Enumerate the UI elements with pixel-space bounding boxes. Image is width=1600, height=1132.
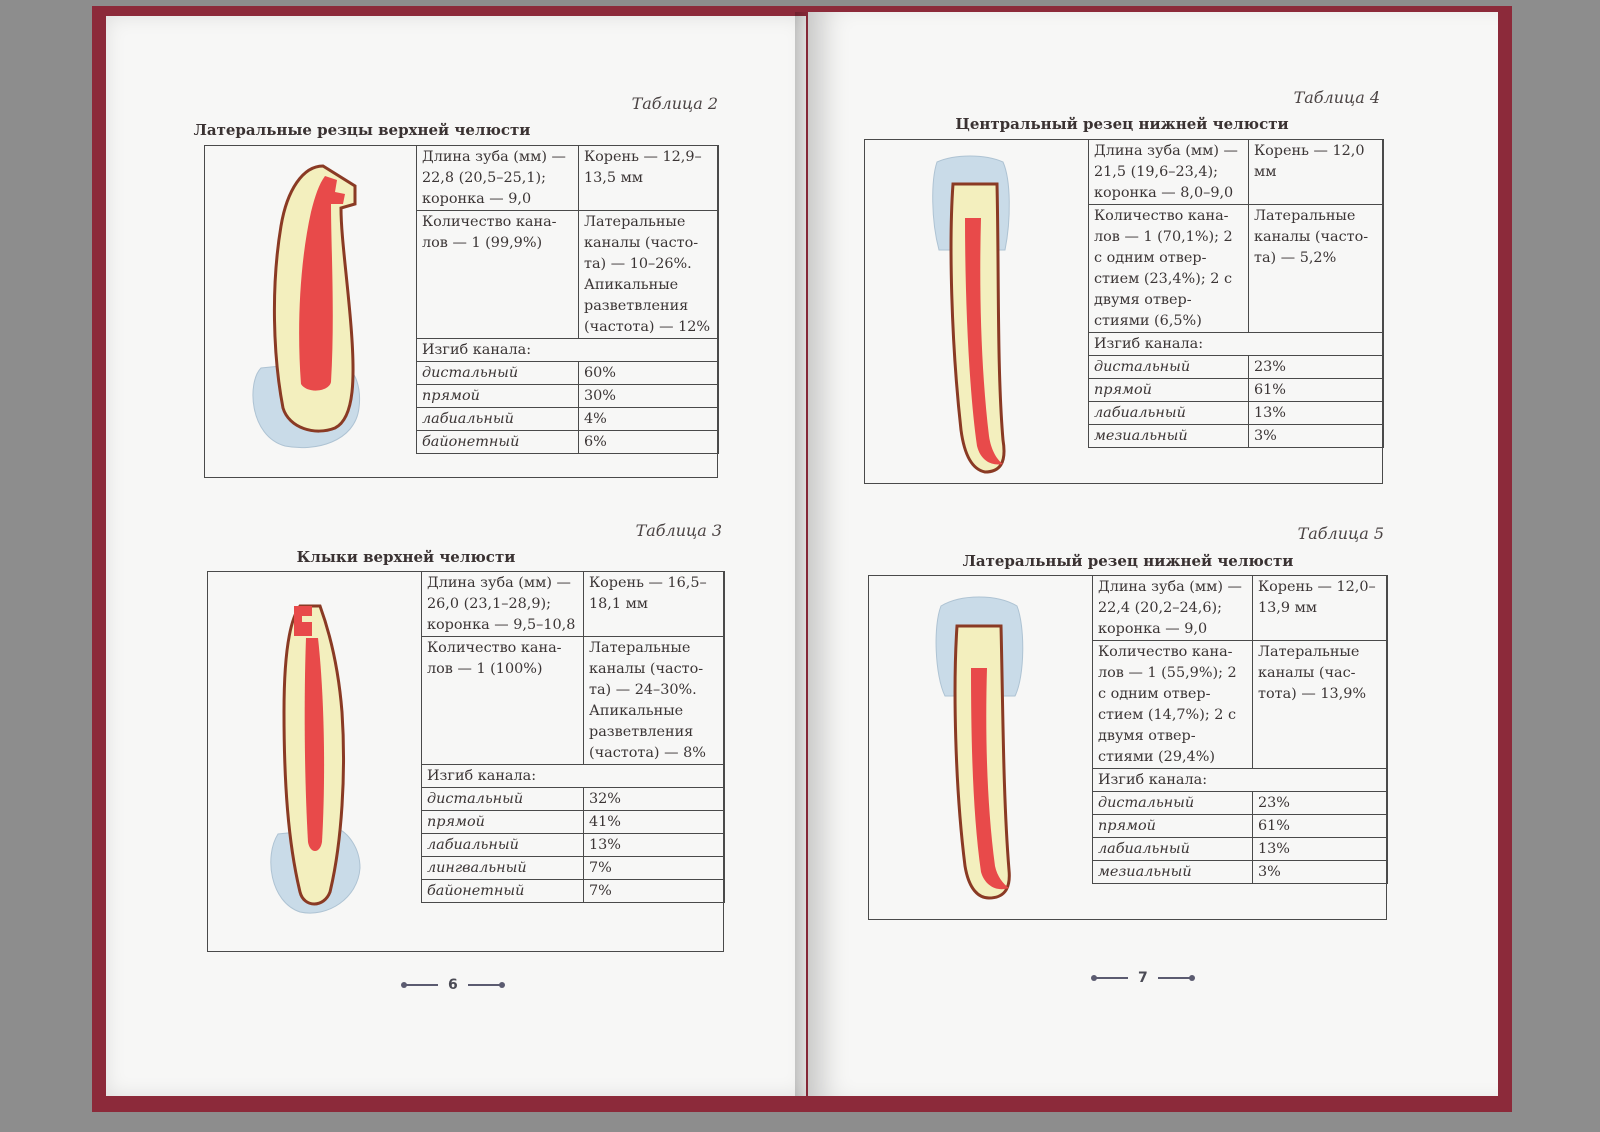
table-5-curve-name: дистальный [1093, 792, 1253, 815]
table-2-curve-name: прямой [417, 385, 579, 408]
table-2 [204, 145, 718, 478]
table-2-curve-name: байонетный [417, 431, 579, 454]
table-3-root: Корень — 16,5–18,1 мм [584, 572, 725, 637]
table-2-curve-value: 60% [579, 362, 719, 385]
table-3-curve-title: Изгиб канала: [422, 765, 725, 788]
table-2-curve-value: 6% [579, 431, 719, 454]
table-3-title: Клыки верхней челюсти [296, 548, 516, 566]
page-number-ornament [1094, 977, 1128, 979]
table-4-title: Центральный резец нижней челюсти [955, 115, 1289, 133]
table-3-grid [421, 571, 725, 903]
table-4-lateral: Латеральные каналы (часто-та) — 5,2% [1249, 205, 1384, 333]
table-3-curve-value: 7% [584, 880, 725, 903]
table-4-label: Таблица 4 [1293, 88, 1380, 107]
table-3-lateral: Латеральные каналы (часто-та) — 24–30%. Апикальные разветвления (частота) — 8% [584, 637, 725, 765]
table-4-canals: Количество кана-лов — 1 (70,1%); 2 с одним отвер-стием (23,4%); 2 с двумя отвер-стиями (6,5%) [1089, 205, 1249, 333]
table-2-label: Таблица 2 [631, 94, 718, 113]
table-4-curve-name: мезиальный [1089, 425, 1249, 448]
table-4-curve-value: 3% [1249, 425, 1384, 448]
table-4-curve-title: Изгиб канала: [1089, 333, 1384, 356]
table-2-curve-name: лабиальный [417, 408, 579, 431]
table-3-canals: Количество кана-лов — 1 (100%) [422, 637, 584, 765]
table-4-root: Корень — 12,0 мм [1249, 140, 1384, 205]
table-2-curve-value: 30% [579, 385, 719, 408]
table-4 [864, 139, 1383, 484]
table-2-lateral: Латеральные каналы (часто-та) — 10–26%. Апикальные разветвления (частота) — 12% [579, 211, 719, 339]
table-5-curve-name: лабиальный [1093, 838, 1253, 861]
table-4-curve-name: дистальный [1089, 356, 1249, 379]
table-4-curve-value: 23% [1249, 356, 1384, 379]
table-4-grid [1088, 139, 1384, 448]
page-left [106, 16, 806, 1096]
page-number-text: 7 [1138, 970, 1148, 986]
table-3-curve-name: дистальный [422, 788, 584, 811]
page-right [808, 12, 1498, 1096]
page-number-right [1094, 970, 1192, 986]
table-5-curve-value: 23% [1253, 792, 1388, 815]
table-3-curve-value: 13% [584, 834, 725, 857]
table-2-curve-title: Изгиб канала: [417, 339, 719, 362]
table-5-label: Таблица 5 [1297, 524, 1384, 543]
table-3 [207, 571, 724, 952]
table-2-length: Длина зуба (мм) — 22,8 (20,5–25,1); коронка — 9,0 [417, 146, 579, 211]
page-number-ornament [1158, 977, 1192, 979]
table-3-curve-value: 7% [584, 857, 725, 880]
table-3-curve-name: лабиальный [422, 834, 584, 857]
table-4-curve-name: лабиальный [1089, 402, 1249, 425]
table-3-label: Таблица 3 [635, 521, 722, 540]
table-5-title: Латеральный резец нижней челюсти [962, 552, 1294, 570]
tooth-illustration-upper-canine [208, 572, 422, 951]
table-3-length: Длина зуба (мм) — 26,0 (23,1–28,9); коронка — 9,5–10,8 [422, 572, 584, 637]
table-5-root: Корень — 12,0–13,9 мм [1253, 576, 1388, 641]
table-3-curve-name: байонетный [422, 880, 584, 903]
table-2-curve-name: дистальный [417, 362, 579, 385]
table-5-curve-value: 13% [1253, 838, 1388, 861]
table-5-grid [1092, 575, 1388, 884]
tooth-illustration-central-lower-incisor [865, 140, 1087, 483]
tooth-illustration-lateral-lower-incisor [869, 576, 1093, 919]
table-3-curve-value: 41% [584, 811, 725, 834]
table-3-curve-name: лингвальный [422, 857, 584, 880]
table-5-lateral: Латеральные каналы (час-тота) — 13,9% [1253, 641, 1388, 769]
page-number-left [404, 977, 502, 993]
table-4-length: Длина зуба (мм) — 21,5 (19,6–23,4); коронка — 8,0–9,0 [1089, 140, 1249, 205]
table-5-curve-value: 61% [1253, 815, 1388, 838]
page-number-text: 6 [448, 977, 458, 993]
table-2-canals: Количество кана-лов — 1 (99,9%) [417, 211, 579, 339]
table-5 [868, 575, 1387, 920]
table-4-curve-value: 61% [1249, 379, 1384, 402]
table-2-curve-value: 4% [579, 408, 719, 431]
page-number-ornament [468, 984, 502, 986]
tooth-illustration-lateral-upper-incisor [205, 146, 417, 477]
table-4-curve-value: 13% [1249, 402, 1384, 425]
table-3-curve-name: прямой [422, 811, 584, 834]
table-5-curve-title: Изгиб канала: [1093, 769, 1388, 792]
table-2-title: Латеральные резцы верхней челюсти [193, 121, 531, 139]
table-5-curve-name: прямой [1093, 815, 1253, 838]
table-2-root: Корень — 12,9–13,5 мм [579, 146, 719, 211]
table-4-curve-name: прямой [1089, 379, 1249, 402]
table-5-curve-name: мезиальный [1093, 861, 1253, 884]
table-5-length: Длина зуба (мм) — 22,4 (20,2–24,6); коронка — 9,0 [1093, 576, 1253, 641]
table-3-curve-value: 32% [584, 788, 725, 811]
table-5-curve-value: 3% [1253, 861, 1388, 884]
table-5-canals: Количество кана-лов — 1 (55,9%); 2 с одним отвер-стием (14,7%); 2 с двумя отвер-стиями (29,4%) [1093, 641, 1253, 769]
table-2-grid [416, 145, 719, 454]
page-number-ornament [404, 984, 438, 986]
